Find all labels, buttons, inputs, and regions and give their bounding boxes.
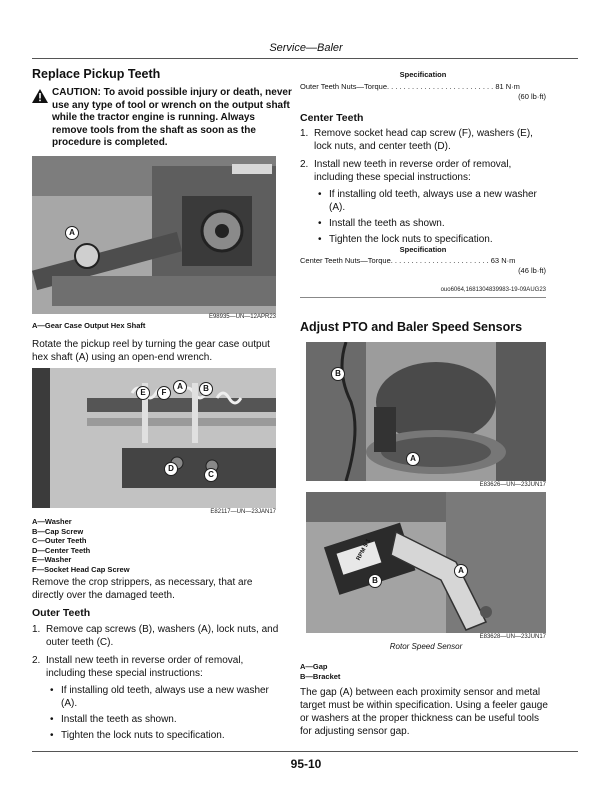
callout-b: B [368,574,382,588]
subsection-center-teeth: Center Teeth [300,112,364,124]
figure-ref: E82117—UN—23JAN17 [210,509,276,515]
callout-b: B [331,367,345,381]
list-item: • If installing old teeth, always use a new washer (A). [50,684,282,710]
figure-ref: E98935—UN—12APR23 [208,314,276,320]
pto-sensor-illustration [306,342,546,481]
paragraph-rotate-reel: Rotate the pickup reel by turning the gear case output hex shaft (A) using an open-end wrench. [32,339,270,363]
running-header: Service—Baler [269,42,343,54]
paragraph-sensor-gap: The gap (A) between each proximity sensor and metal target must be within specification. Using a feeler gauge or washers at the proper thickness can be useful tools for adjusting sensor gap. [300,687,548,737]
figure-pto-sensor [306,342,546,481]
list-item: 2. Install new teeth in reverse order of removal, including these special instructions: • If installing old teeth, always use a new washer (A). • Install the teeth as shown. • Tighten the lock nuts to specification. [32,654,282,742]
list-item: • If installing old teeth, always use a new washer (A). [318,188,546,214]
section-divider [300,297,546,298]
callout-a: A [173,380,187,394]
callout-b: B [199,382,213,396]
figure-gear-case-shaft [32,156,276,314]
list-item: • Install the teeth as shown. [50,713,282,726]
figure-caption: A—Gear Case Output Hex Shaft [32,321,146,330]
callout-a: A [454,564,468,578]
callout-f: F [157,386,171,400]
spec-outer-teeth-torque: Outer Teeth Nuts—Torque. . . . . . . . . . . . . . . . . . . . . . . . . . 81 N·m (60 lb·ft) [300,82,546,101]
center-teeth-bullets [318,188,546,246]
list-item: • Install the teeth as shown. [318,217,546,230]
caution-block [32,87,292,150]
sensor-label-text: RPM 5 1 [355,538,373,562]
page-number: 95-10 [290,757,322,771]
paragraph-crop-strippers: Remove the crop strippers, as necessary, that are directly over the damaged teeth. [32,577,253,601]
footer-rule [32,751,578,752]
figure-legend: A—Gap B—Bracket [300,662,341,681]
callout-d: D [164,462,178,476]
center-teeth-steps [300,127,546,251]
figure-legend: A—Washer B—Cap Screw C—Outer Teeth D—Center Teeth E—Washer F—Socket Head Cap Screw [32,517,130,574]
outer-teeth-steps [32,623,282,747]
figure-teeth-assembly [32,368,276,508]
header-rule [32,58,578,59]
list-item: 1. Remove socket head cap screw (F), washers (E), lock nuts, and center teeth (D). [300,128,533,152]
callout-e: E [136,386,150,400]
section-title-pickup-teeth: Replace Pickup Teeth [32,67,161,81]
warning-triangle-icon [32,89,48,103]
list-item: • Tighten the lock nuts to specification. [318,233,546,246]
subsection-outer-teeth: Outer Teeth [32,607,91,619]
callout-c: C [204,468,218,482]
list-item: 2. Install new teeth in reverse order of removal, including these special instructions: • If installing old teeth, always use a new washer (A). • Install the teeth as shown. • Tighten the lock nuts to specification. [300,158,546,246]
document-ref: ouo6064,1681304839983-19-09AUG23 [440,287,546,293]
figure-rotor-sensor [306,492,546,633]
figure-title-rotor-sensor: Rotor Speed Sensor [389,642,463,651]
outer-teeth-bullets [50,684,282,742]
list-item: • Tighten the lock nuts to specification. [50,729,282,742]
list-item: 1. Remove cap screws (B), washers (A), lock nuts, and outer teeth (C). [32,624,279,648]
teeth-assembly-illustration [32,368,276,508]
callout-a: A [406,452,420,466]
spec-title: Specification [399,70,447,79]
spec-title: Specification [399,245,447,254]
callout-a: A [65,226,79,240]
spec-center-teeth-torque: Center Teeth Nuts—Torque. . . . . . . . . . . . . . . . . . . . . . . . 63 N·m (46 lb·ft) [300,256,546,275]
rotor-sensor-illustration [306,492,546,633]
caution-text: CAUTION: To avoid possible injury or death, never use any type of tool or wrench on the output shaft while the tractor engine is running. Always remove tools from the shaft as soon as the procedure is completed. [52,87,292,149]
figure-ref: E83628—UN—23JUN17 [479,634,546,640]
figure-ref: E83626—UN—23JUN17 [479,482,546,488]
section-title-sensors: Adjust PTO and Baler Speed Sensors [300,320,523,334]
